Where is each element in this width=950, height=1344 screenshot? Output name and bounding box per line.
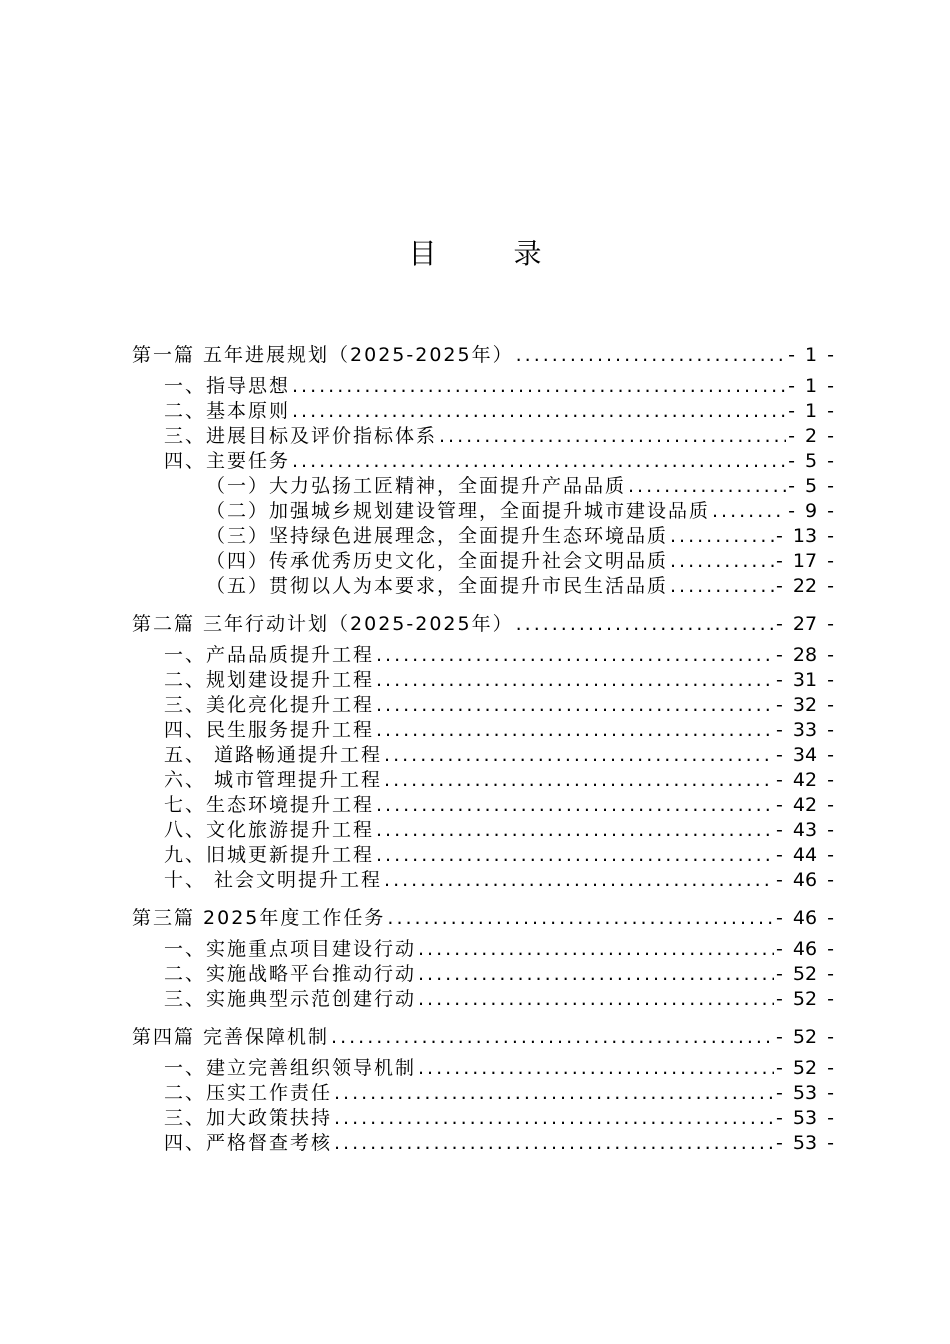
toc-page-number: - 13 - [776, 525, 834, 547]
toc-entry-label: 十、 社会文明提升工程 [164, 869, 383, 891]
toc-dot-leader [516, 340, 787, 370]
toc-page-number: - 52 - [776, 1057, 834, 1079]
toc-dot-leader [384, 768, 774, 793]
toc-dot-leader [670, 574, 774, 599]
toc-page-number: - 28 - [776, 644, 834, 666]
toc-page-number: - 46 - [776, 938, 834, 960]
toc-dot-leader [516, 609, 774, 639]
toc-entry[interactable] [132, 962, 834, 987]
toc-page-number: - 1 - [788, 344, 834, 366]
toc-page-number: - 52 - [776, 988, 834, 1010]
toc-entry-label: 第二篇 三年行动计划（2025-2025年） [132, 613, 514, 635]
toc-dot-leader [376, 843, 774, 868]
toc-page-number: - 27 - [776, 613, 834, 635]
toc-dot-leader [376, 818, 774, 843]
toc-page-number: - 31 - [776, 669, 834, 691]
toc-page-number: - 53 - [776, 1082, 834, 1104]
toc-entry[interactable] [132, 937, 834, 962]
toc-dot-leader [334, 1131, 774, 1156]
toc-page-number: - 53 - [776, 1107, 834, 1129]
toc-page-number: - 5 - [788, 450, 834, 472]
toc-dot-leader [334, 1081, 774, 1106]
toc-entry-label: 八、文化旅游提升工程 [164, 819, 375, 841]
toc-entry[interactable] [132, 524, 834, 549]
toc-entry-label: 三、加大政策扶持 [164, 1107, 333, 1129]
toc-entry-label: 一、指导思想 [164, 375, 291, 397]
toc-entry[interactable] [132, 868, 834, 893]
toc-dot-leader [376, 718, 774, 743]
toc-entry[interactable] [132, 768, 834, 793]
toc-entry[interactable] [132, 793, 834, 818]
toc-chapter-entry[interactable] [132, 1022, 834, 1052]
toc-page-number: - 44 - [776, 844, 834, 866]
toc-dot-leader [418, 1056, 774, 1081]
toc-entry[interactable] [132, 1056, 834, 1081]
toc-entry[interactable] [132, 499, 834, 524]
toc-dot-leader [387, 903, 774, 933]
toc-entry-label: 六、 城市管理提升工程 [164, 769, 383, 791]
toc-entry-label: 二、实施战略平台推动行动 [164, 963, 417, 985]
table-of-contents [132, 340, 834, 1156]
toc-page-number: - 34 - [776, 744, 834, 766]
toc-dot-leader [670, 524, 774, 549]
toc-entry-label: 三、进展目标及评价指标体系 [164, 425, 438, 447]
toc-chapter-entry[interactable] [132, 609, 834, 639]
toc-entry-label: （三）坚持绿色进展理念，全面提升生态环境品质 [206, 525, 669, 547]
toc-page-number: - 46 - [776, 907, 834, 929]
toc-entry[interactable] [132, 374, 834, 399]
toc-entry[interactable] [132, 1106, 834, 1131]
toc-dot-leader [376, 643, 774, 668]
toc-dot-leader [292, 399, 786, 424]
toc-entry[interactable] [132, 843, 834, 868]
toc-entry-label: 四、主要任务 [164, 450, 291, 472]
toc-entry-label: 九、旧城更新提升工程 [164, 844, 375, 866]
toc-dot-leader [712, 499, 786, 524]
toc-dot-leader [334, 1106, 774, 1131]
toc-entry[interactable] [132, 574, 834, 599]
toc-dot-leader [376, 668, 774, 693]
toc-entry-label: 四、民生服务提升工程 [164, 719, 375, 741]
toc-entry[interactable] [132, 668, 834, 693]
toc-entry-label: 一、产品品质提升工程 [164, 644, 375, 666]
toc-page-number: - 2 - [788, 425, 834, 447]
toc-entry-label: 四、严格督查考核 [164, 1132, 333, 1154]
toc-entry[interactable] [132, 718, 834, 743]
toc-dot-leader [292, 374, 786, 399]
toc-page-number: - 5 - [788, 475, 834, 497]
toc-page-number: - 43 - [776, 819, 834, 841]
toc-entry-label: 第一篇 五年进展规划（2025-2025年） [132, 344, 514, 366]
toc-entry-label: 一、实施重点项目建设行动 [164, 938, 417, 960]
toc-entry-label: 二、规划建设提升工程 [164, 669, 375, 691]
toc-page-number: - 22 - [776, 575, 834, 597]
toc-dot-leader [376, 693, 774, 718]
toc-page-number: - 53 - [776, 1132, 834, 1154]
toc-page-number: - 9 - [788, 500, 834, 522]
toc-page-number: - 52 - [776, 1026, 834, 1048]
page-title: 目 录 [408, 237, 576, 270]
toc-entry[interactable] [132, 1081, 834, 1106]
toc-dot-leader [439, 424, 786, 449]
toc-chapter-entry[interactable] [132, 903, 834, 933]
toc-entry-label: 五、 道路畅通提升工程 [164, 744, 383, 766]
toc-entry-label: 二、基本原则 [164, 400, 291, 422]
toc-entry-label: 第三篇 2025年度工作任务 [132, 907, 386, 929]
toc-entry[interactable] [132, 1131, 834, 1156]
toc-dot-leader [384, 868, 774, 893]
toc-dot-leader [418, 962, 774, 987]
toc-entry-label: 七、生态环境提升工程 [164, 794, 375, 816]
toc-entry-label: 一、建立完善组织领导机制 [164, 1057, 417, 1079]
toc-dot-leader [418, 987, 774, 1012]
toc-entry[interactable] [132, 987, 834, 1012]
toc-entry-label: （二）加强城乡规划建设管理，全面提升城市建设品质 [206, 500, 711, 522]
toc-page-number: - 42 - [776, 769, 834, 791]
toc-entry-label: （五）贯彻以人为本要求，全面提升市民生活品质 [206, 575, 669, 597]
toc-dot-leader [628, 474, 786, 499]
toc-page-number: - 42 - [776, 794, 834, 816]
toc-page-number: - 1 - [788, 400, 834, 422]
toc-entry-label: 三、美化亮化提升工程 [164, 694, 375, 716]
toc-dot-leader [418, 937, 774, 962]
toc-entry-label: （一）大力弘扬工匠精神，全面提升产品品质 [206, 475, 627, 497]
toc-entry[interactable] [132, 693, 834, 718]
toc-page-number: - 52 - [776, 963, 834, 985]
toc-entry-label: （四）传承优秀历史文化，全面提升社会文明品质 [206, 550, 669, 572]
toc-page-number: - 1 - [788, 375, 834, 397]
toc-dot-leader [376, 793, 774, 818]
toc-dot-leader [670, 549, 774, 574]
toc-entry-label: 三、实施典型示范创建行动 [164, 988, 417, 1010]
toc-entry[interactable] [132, 818, 834, 843]
toc-entry[interactable] [132, 549, 834, 574]
toc-entry[interactable] [132, 743, 834, 768]
toc-entry[interactable] [132, 643, 834, 668]
toc-page-number: - 17 - [776, 550, 834, 572]
toc-entry[interactable] [132, 424, 834, 449]
toc-entry-label: 二、压实工作责任 [164, 1082, 333, 1104]
toc-page-number: - 32 - [776, 694, 834, 716]
toc-page-number: - 46 - [776, 869, 834, 891]
toc-entry[interactable] [132, 474, 834, 499]
toc-entry[interactable] [132, 399, 834, 424]
toc-chapter-entry[interactable] [132, 340, 834, 370]
toc-dot-leader [292, 449, 786, 474]
toc-page-number: - 33 - [776, 719, 834, 741]
toc-dot-leader [331, 1022, 774, 1052]
toc-dot-leader [384, 743, 774, 768]
toc-entry-label: 第四篇 完善保障机制 [132, 1026, 330, 1048]
toc-entry[interactable] [132, 449, 834, 474]
